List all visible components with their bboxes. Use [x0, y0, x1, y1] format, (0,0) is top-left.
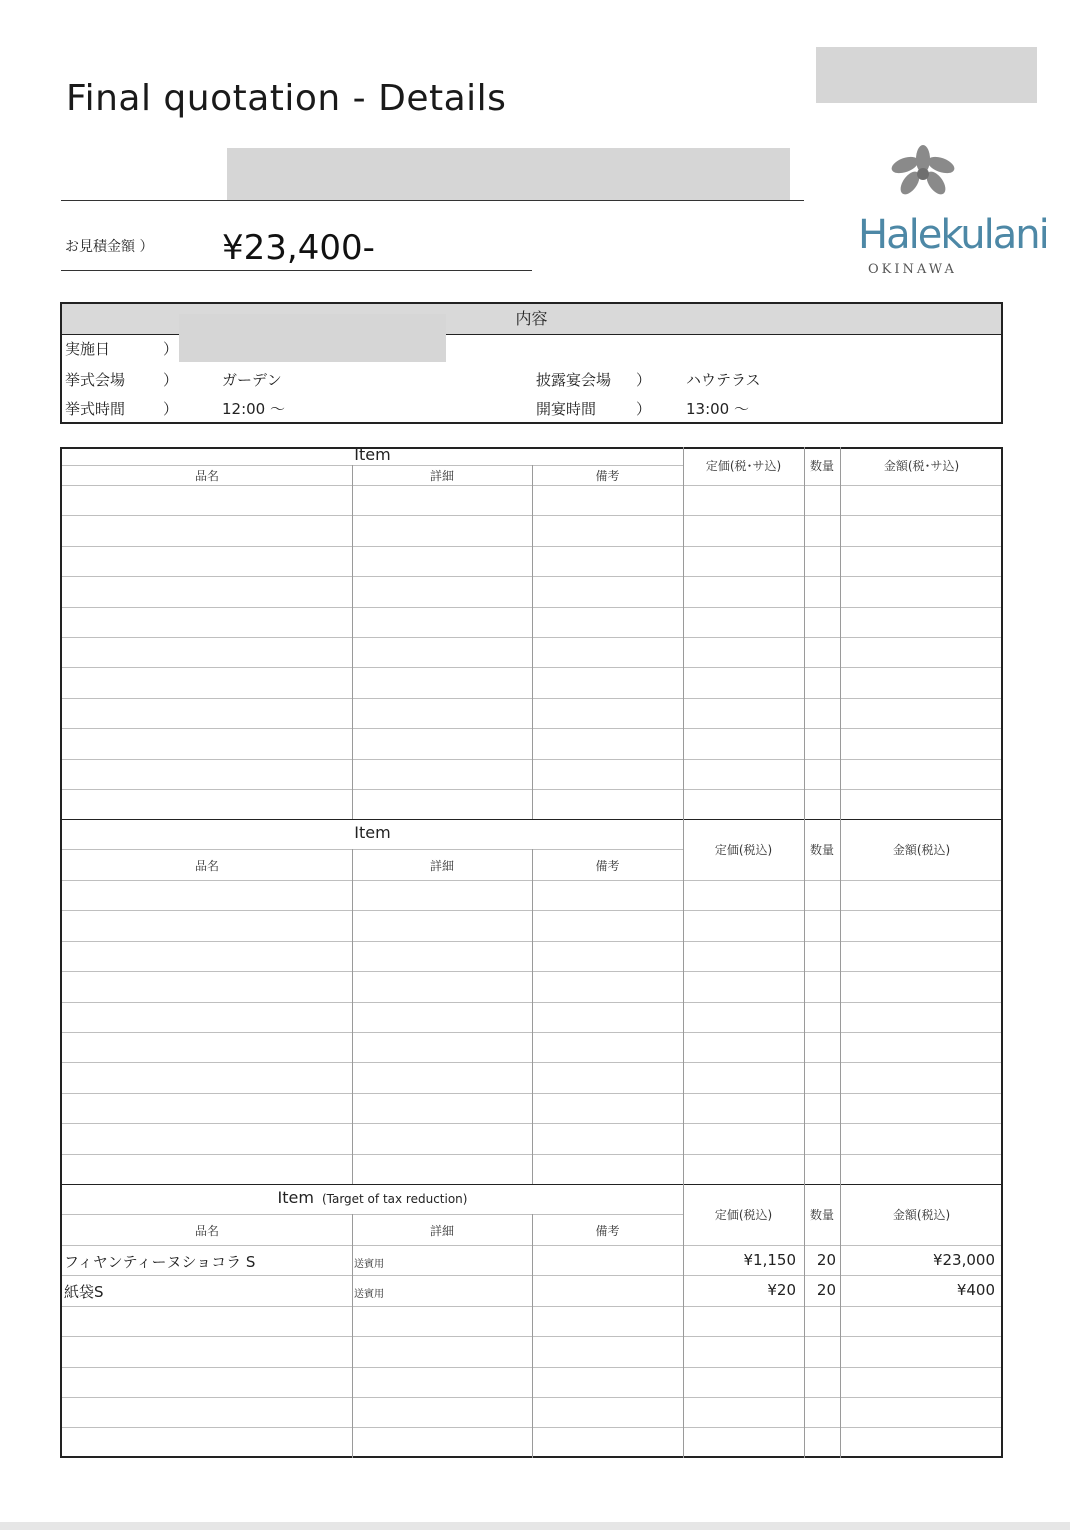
- redacted-date: [179, 314, 446, 362]
- column-line: [352, 1214, 353, 1458]
- column-header-total: 金額(税込): [892, 842, 951, 857]
- column-line: [352, 465, 353, 819]
- redacted-block: [816, 47, 1037, 103]
- column-header-qty: 数量: [809, 459, 834, 473]
- column-header-qty: 数量: [809, 842, 834, 857]
- row-item-total: ¥23,000: [932, 1251, 995, 1269]
- reception-time: 13:00 ～: [686, 400, 749, 418]
- info-header: 内容: [62, 304, 1001, 335]
- column-header-name: 品名: [194, 1223, 219, 1238]
- item-label: Item: [277, 1188, 314, 1207]
- header-split-line: [62, 1214, 683, 1215]
- row-item-price: ¥20: [767, 1281, 796, 1300]
- column-line: [683, 1184, 684, 1458]
- section-item-header: [62, 445, 683, 464]
- row-item-total: ¥400: [956, 1281, 995, 1300]
- row-item-name: 紙袋S: [64, 1283, 104, 1302]
- section-item-header: [62, 1188, 683, 1207]
- column-line: [840, 447, 841, 819]
- logo-wordmark: Halekulani: [858, 212, 1048, 258]
- reception-venue-paren: ）: [636, 371, 652, 389]
- column-line: [532, 1214, 533, 1458]
- amount-underline: [61, 270, 532, 271]
- date-paren: ）: [163, 340, 179, 358]
- column-header-note: 備考: [595, 469, 620, 483]
- quotation-table: [60, 447, 1003, 1458]
- section-divider: [62, 819, 1001, 820]
- row-item-name: フィヤンティーヌショコラ S: [64, 1253, 256, 1271]
- recipient-underline: [61, 200, 804, 201]
- row-item-detail: 送賓用: [354, 1289, 384, 1301]
- estimate-label: お見積金額 ）: [65, 239, 154, 255]
- date-label: 実施日: [65, 340, 111, 358]
- column-line: [532, 465, 533, 819]
- row-item-qty: 20: [816, 1281, 836, 1300]
- column-header-price: 定価(税･サ込): [705, 459, 782, 473]
- column-header-detail: 詳細: [429, 858, 454, 873]
- ceremony-time-label: 挙式時間: [65, 400, 126, 418]
- section-divider: [62, 1184, 1001, 1185]
- column-line: [840, 1184, 841, 1458]
- column-header-total: 金額(税込): [892, 1207, 951, 1222]
- column-line: [804, 447, 805, 819]
- reception-time-paren: ）: [636, 400, 652, 418]
- item-label: Item: [354, 823, 391, 842]
- column-line: [840, 819, 841, 1184]
- column-header-note: 備考: [595, 1223, 620, 1238]
- column-line: [683, 447, 684, 819]
- column-header-total: 金額(税･サ込): [883, 459, 960, 473]
- logo-subtitle: OKINAWA: [868, 262, 957, 277]
- column-header-name: 品名: [194, 469, 219, 483]
- orchid-logo-icon: [888, 143, 958, 201]
- redacted-recipient: [227, 148, 790, 200]
- ceremony-time-paren: ）: [163, 400, 179, 418]
- reception-time-label: 開宴時間: [536, 400, 597, 418]
- column-header-detail: 詳細: [429, 1223, 454, 1238]
- column-line: [804, 1184, 805, 1458]
- header-split-line: [62, 465, 683, 466]
- estimate-amount: ¥23,400-: [222, 228, 375, 268]
- header-split-line: [62, 849, 683, 850]
- column-header-note: 備考: [595, 858, 620, 873]
- column-header-price: 定価(税込): [714, 1207, 773, 1222]
- column-line: [804, 819, 805, 1184]
- row-item-qty: 20: [816, 1251, 836, 1269]
- column-header-detail: 詳細: [429, 469, 454, 483]
- column-header-qty: 数量: [809, 1207, 834, 1222]
- column-header-price: 定価(税込): [714, 842, 773, 857]
- item-label: Item: [354, 445, 391, 464]
- column-line: [532, 849, 533, 1184]
- reception-venue-label: 披露宴会場: [536, 371, 612, 389]
- ceremony-venue-paren: ）: [163, 371, 179, 389]
- ceremony-venue: ガーデン: [222, 371, 282, 389]
- column-header-name: 品名: [194, 858, 219, 873]
- column-line: [683, 819, 684, 1184]
- item-sublabel: (Target of tax reduction): [321, 1192, 468, 1206]
- reception-venue: ハウテラス: [686, 371, 761, 389]
- row-item-price: ¥1,150: [743, 1251, 796, 1269]
- section-item-header: [62, 823, 683, 842]
- ceremony-venue-label: 挙式会場: [65, 371, 126, 389]
- page-bottom-edge: [0, 1522, 1070, 1530]
- column-line: [352, 849, 353, 1184]
- page-title: Final quotation - Details: [66, 78, 507, 119]
- row-item-detail: 送賓用: [354, 1259, 384, 1270]
- ceremony-time: 12:00 ～: [222, 400, 285, 418]
